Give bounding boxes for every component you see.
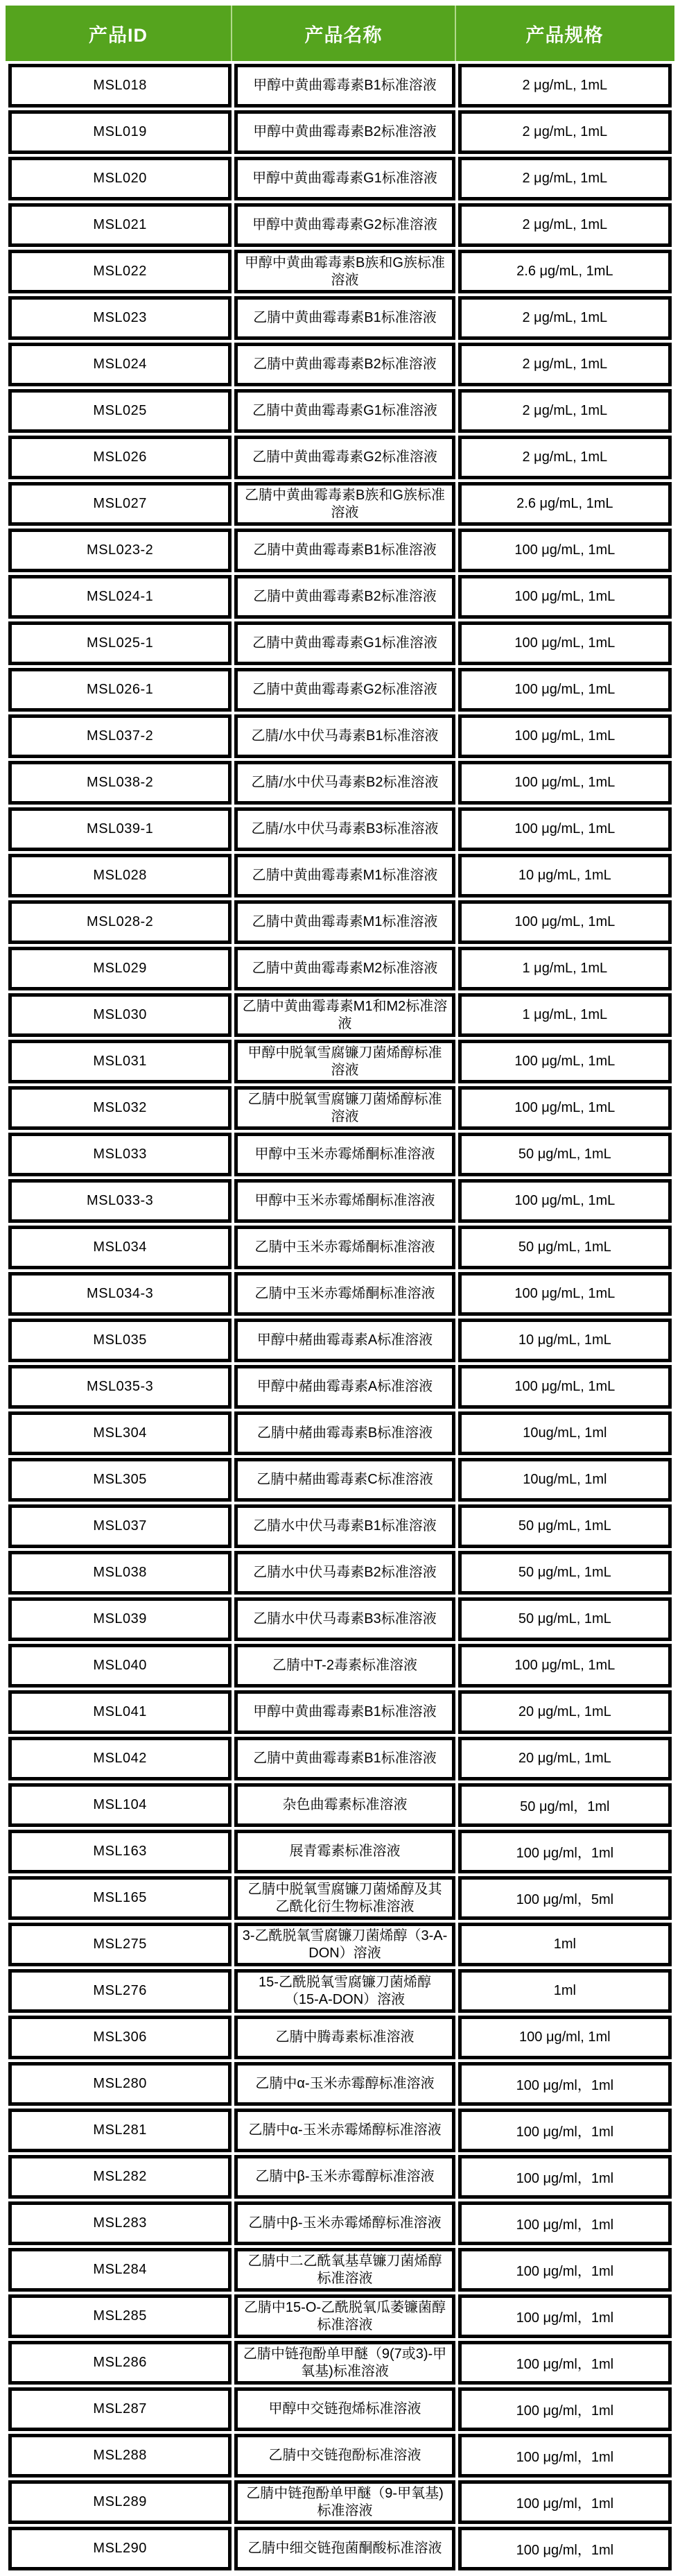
product-name-cell: 15-乙酰脱氧雪腐镰刀菌烯醇（15-A-DON）溶液: [234, 1969, 455, 2013]
table-row: [8, 1133, 672, 1176]
product-id-cell: MSL288: [8, 2434, 232, 2478]
product-name-cell: 甲醇中玉米赤霉烯酮标准溶液: [234, 1133, 455, 1176]
product-name-cell: 展青霉素标准溶液: [234, 1830, 455, 1873]
table-row: [8, 203, 672, 247]
product-spec-cell: 20 μg/mL, 1mL: [458, 1690, 672, 1734]
table-row: [8, 1040, 672, 1083]
product-id-cell: MSL028: [8, 854, 232, 898]
product-id-cell: MSL038-2: [8, 761, 232, 805]
product-spec-cell: 50 μg/ml，1ml: [458, 1783, 672, 1827]
product-spec-cell: 100 μg/ml，1ml: [458, 2062, 672, 2106]
product-id-cell: MSL023: [8, 296, 232, 340]
product-id-cell: MSL042: [8, 1737, 232, 1780]
product-spec-cell: 100 μg/mL, 1mL: [458, 1272, 672, 1316]
product-spec-cell: 100 μg/ml，1ml: [458, 2434, 672, 2478]
product-id-cell: MSL163: [8, 1830, 232, 1873]
product-spec-cell: 100 μg/mL, 1mL: [458, 1365, 672, 1409]
table-row: [8, 2480, 672, 2524]
product-spec-cell: 100 μg/mL, 1mL: [458, 1040, 672, 1083]
table-row: [8, 575, 672, 619]
product-spec-cell: 2 μg/mL, 1mL: [458, 157, 672, 200]
table-row: [8, 2201, 672, 2245]
product-spec-cell: 100 μg/ml，1ml: [458, 2527, 672, 2570]
product-spec-cell: 1 μg/mL, 1mL: [458, 947, 672, 990]
table-row: [8, 2109, 672, 2152]
product-name-cell: 乙腈水中伏马毒素B3标准溶液: [234, 1597, 455, 1641]
product-name-cell: 乙腈中黄曲霉毒素G2标准溶液: [234, 436, 455, 479]
product-name-cell: 乙腈/水中伏马毒素B1标准溶液: [234, 714, 455, 758]
product-spec-cell: 100 μg/ml，1ml: [458, 2109, 672, 2152]
table-row: [8, 110, 672, 154]
product-name-cell: 乙腈中脱氧雪腐镰刀菌烯醇标准溶液: [234, 1086, 455, 1130]
table-row: [8, 761, 672, 805]
product-id-cell: MSL032: [8, 1086, 232, 1130]
product-name-cell: 乙腈中黄曲霉毒素B1标准溶液: [234, 296, 455, 340]
product-name-cell: 乙腈中脱氧雪腐镰刀菌烯醇及其乙酰化衍生物标准溶液: [234, 1876, 455, 1920]
product-spec-cell: 100 μg/mL, 1mL: [458, 575, 672, 619]
product-id-cell: MSL039: [8, 1597, 232, 1641]
product-name-cell: 甲醇中交链孢烯标准溶液: [234, 2387, 455, 2431]
product-id-cell: MSL040: [8, 1644, 232, 1688]
product-name-cell: 乙腈中细交链孢菌酮酸标准溶液: [234, 2527, 455, 2570]
product-id-cell: MSL026-1: [8, 668, 232, 712]
product-id-cell: MSL033: [8, 1133, 232, 1176]
product-name-cell: 甲醇中黄曲霉毒素B族和G族标准溶液: [234, 250, 455, 293]
product-id-cell: MSL027: [8, 482, 232, 526]
product-table-body: [8, 64, 672, 2570]
product-spec-cell: 1ml: [458, 1923, 672, 1966]
product-name-cell: 乙腈中二乙酰氧基草镰刀菌烯醇标准溶液: [234, 2248, 455, 2292]
product-id-cell: MSL305: [8, 1458, 232, 1502]
product-id-cell: MSL034-3: [8, 1272, 232, 1316]
column-header-product-name: 产品名称: [232, 6, 456, 61]
product-spec-cell: 100 μg/mL, 1mL: [458, 621, 672, 665]
product-name-cell: 乙腈中α-玉米赤霉醇标准溶液: [234, 2062, 455, 2106]
product-name-cell: 甲醇中黄曲霉毒素B2标准溶液: [234, 110, 455, 154]
table-row: [8, 900, 672, 944]
product-name-cell: 乙腈中赭曲霉毒素C标准溶液: [234, 1458, 455, 1502]
table-row: [8, 1923, 672, 1966]
table-row: [8, 947, 672, 990]
product-name-cell: 甲醇中脱氧雪腐镰刀菌烯醇标准溶液: [234, 1040, 455, 1083]
product-id-cell: MSL020: [8, 157, 232, 200]
table-row: [8, 436, 672, 479]
product-id-cell: MSL038: [8, 1551, 232, 1595]
table-row: [8, 1830, 672, 1873]
product-name-cell: 乙腈中T-2毒素标准溶液: [234, 1644, 455, 1688]
product-id-cell: MSL034: [8, 1226, 232, 1269]
product-spec-cell: 100 μg/mL, 1mL: [458, 807, 672, 851]
product-name-cell: 乙腈中黄曲霉毒素M1标准溶液: [234, 854, 455, 898]
product-name-cell: 乙腈中黄曲霉毒素G1标准溶液: [234, 389, 455, 433]
product-name-cell: 甲醇中黄曲霉毒素G2标准溶液: [234, 203, 455, 247]
product-spec-cell: 10ug/mL, 1ml: [458, 1458, 672, 1502]
product-spec-cell: 50 μg/mL, 1mL: [458, 1597, 672, 1641]
product-id-cell: MSL286: [8, 2341, 232, 2385]
product-id-cell: MSL287: [8, 2387, 232, 2431]
product-name-cell: 乙腈中β-玉米赤霉醇标准溶液: [234, 2155, 455, 2199]
product-id-cell: MSL037-2: [8, 714, 232, 758]
product-spec-cell: 2 μg/mL, 1mL: [458, 110, 672, 154]
product-name-cell: 杂色曲霉素标准溶液: [234, 1783, 455, 1827]
product-id-cell: MSL035-3: [8, 1365, 232, 1409]
product-id-cell: MSL285: [8, 2294, 232, 2338]
product-spec-cell: 100 μg/ml，1ml: [458, 1830, 672, 1873]
table-row: [8, 1783, 672, 1827]
table-row: [8, 668, 672, 712]
product-id-cell: MSL104: [8, 1783, 232, 1827]
table-row: [8, 2341, 672, 2385]
product-id-cell: MSL028-2: [8, 900, 232, 944]
table-row: [8, 2062, 672, 2106]
table-row: [8, 1272, 672, 1316]
product-id-cell: MSL029: [8, 947, 232, 990]
table-row: [8, 250, 672, 293]
table-row: [8, 2248, 672, 2292]
table-row: [8, 1690, 672, 1734]
table-row: [8, 1504, 672, 1548]
table-row: [8, 2434, 672, 2478]
table-row: [8, 296, 672, 340]
table-row: [8, 1086, 672, 1130]
product-spec-cell: 100 μg/mL, 1mL: [458, 1086, 672, 1130]
product-id-cell: MSL025: [8, 389, 232, 433]
product-spec-cell: 50 μg/mL, 1mL: [458, 1551, 672, 1595]
table-row: [8, 2527, 672, 2570]
product-id-cell: MSL039-1: [8, 807, 232, 851]
product-id-cell: MSL041: [8, 1690, 232, 1734]
product-id-cell: MSL021: [8, 203, 232, 247]
product-id-cell: MSL283: [8, 2201, 232, 2245]
table-row: [8, 1319, 672, 1362]
product-spec-cell: 1 μg/mL, 1mL: [458, 993, 672, 1037]
table-row: [8, 2387, 672, 2431]
product-id-cell: MSL276: [8, 1969, 232, 2013]
product-id-cell: MSL289: [8, 2480, 232, 2524]
product-spec-cell: 10 μg/mL, 1mL: [458, 1319, 672, 1362]
table-row: [8, 157, 672, 200]
table-row: [8, 343, 672, 386]
product-spec-cell: 100 μg/ml，1ml: [458, 2248, 672, 2292]
table-row: [8, 1644, 672, 1688]
product-id-cell: MSL019: [8, 110, 232, 154]
product-spec-cell: 100 μg/mL, 1mL: [458, 1179, 672, 1223]
product-spec-cell: 100 μg/ml，1ml: [458, 2480, 672, 2524]
product-name-cell: 甲醇中赭曲霉毒素A标准溶液: [234, 1319, 455, 1362]
product-id-cell: MSL025-1: [8, 621, 232, 665]
table-row: [8, 1597, 672, 1641]
product-id-cell: MSL275: [8, 1923, 232, 1966]
product-spec-cell: 100 μg/mL, 1mL: [458, 529, 672, 572]
product-id-cell: MSL024: [8, 343, 232, 386]
product-id-cell: MSL026: [8, 436, 232, 479]
table-row: [8, 1365, 672, 1409]
table-row: [8, 1226, 672, 1269]
product-spec-cell: 20 μg/mL, 1mL: [458, 1737, 672, 1780]
product-spec-cell: 2.6 μg/mL, 1mL: [458, 250, 672, 293]
table-row: [8, 2294, 672, 2338]
column-header-product-id: 产品ID: [6, 6, 232, 61]
product-name-cell: 乙腈中β-玉米赤霉烯醇标准溶液: [234, 2201, 455, 2245]
product-spec-cell: 2 μg/mL, 1mL: [458, 64, 672, 108]
product-name-cell: 甲醇中玉米赤霉烯酮标准溶液: [234, 1179, 455, 1223]
table-row: [8, 1551, 672, 1595]
product-name-cell: 乙腈中玉米赤霉烯酮标准溶液: [234, 1272, 455, 1316]
product-id-cell: MSL023-2: [8, 529, 232, 572]
product-id-cell: MSL280: [8, 2062, 232, 2106]
product-name-cell: 乙腈中黄曲霉毒素M2标准溶液: [234, 947, 455, 990]
product-spec-cell: 50 μg/mL, 1mL: [458, 1504, 672, 1548]
product-spec-cell: 100 μg/ml，1ml: [458, 2341, 672, 2385]
product-spec-cell: 2 μg/mL, 1mL: [458, 343, 672, 386]
product-spec-cell: 100 μg/ml，1ml: [458, 2201, 672, 2245]
product-id-cell: MSL281: [8, 2109, 232, 2152]
product-spec-cell: 100 μg/mL, 1mL: [458, 668, 672, 712]
product-spec-cell: 100 μg/mL, 1mL: [458, 900, 672, 944]
column-header-product-spec: 产品规格: [525, 24, 604, 46]
product-name-cell: 乙腈中15-O-乙酰脱氧瓜萎镰菌醇标准溶液: [234, 2294, 455, 2338]
table-row: [8, 714, 672, 758]
product-name-cell: 乙腈中黄曲霉毒素B2标准溶液: [234, 575, 455, 619]
product-spec-cell: 100 μg/ml，1ml: [458, 2294, 672, 2338]
product-name-cell: 乙腈中交链孢酚标准溶液: [234, 2434, 455, 2478]
product-id-cell: MSL165: [8, 1876, 232, 1920]
table-row: [8, 621, 672, 665]
product-name-cell: 乙腈中玉米赤霉烯酮标准溶液: [234, 1226, 455, 1269]
product-name-cell: 乙腈中链孢酚单甲醚（9(7或3)-甲氧基)标准溶液: [234, 2341, 455, 2385]
product-name-cell: 甲醇中黄曲霉毒素B1标准溶液: [234, 64, 455, 108]
table-row: [8, 2016, 672, 2059]
product-name-cell: 乙腈中黄曲霉毒素B族和G族标准溶液: [234, 482, 455, 526]
table-row: [8, 1969, 672, 2013]
product-name-cell: 乙腈中黄曲霉毒素B1标准溶液: [234, 529, 455, 572]
product-id-cell: MSL284: [8, 2248, 232, 2292]
product-table: [6, 61, 674, 2573]
product-name-cell: 乙腈中黄曲霉毒素M1标准溶液: [234, 900, 455, 944]
product-id-cell: MSL037: [8, 1504, 232, 1548]
table-row: [8, 1179, 672, 1223]
product-spec-cell: 50 μg/mL, 1mL: [458, 1133, 672, 1176]
product-name-cell: 乙腈水中伏马毒素B2标准溶液: [234, 1551, 455, 1595]
product-name-cell: 甲醇中黄曲霉毒素G1标准溶液: [234, 157, 455, 200]
product-name-cell: 乙腈水中伏马毒素B1标准溶液: [234, 1504, 455, 1548]
table-row: [8, 389, 672, 433]
product-spec-cell: 10 μg/mL, 1mL: [458, 854, 672, 898]
table-row: [8, 1737, 672, 1780]
product-spec-cell: 2.6 μg/mL, 1mL: [458, 482, 672, 526]
table-row: [8, 1458, 672, 1502]
product-id-cell: MSL035: [8, 1319, 232, 1362]
product-name-cell: 乙腈/水中伏马毒素B2标准溶液: [234, 761, 455, 805]
product-name-cell: 乙腈中链孢酚单甲醚（9-甲氧基)标准溶液: [234, 2480, 455, 2524]
product-spec-cell: 10ug/mL, 1ml: [458, 1411, 672, 1455]
product-spec-cell: 100 μg/ml，1ml: [458, 2155, 672, 2199]
product-name-cell: 乙腈中黄曲霉毒素B1标准溶液: [234, 1737, 455, 1780]
product-spec-cell: 2 μg/mL, 1mL: [458, 296, 672, 340]
table-row: [8, 807, 672, 851]
product-id-cell: MSL022: [8, 250, 232, 293]
product-id-cell: MSL033-3: [8, 1179, 232, 1223]
table-header-row: [6, 6, 674, 61]
product-spec-cell: 100 μg/ml, 1ml: [458, 2016, 672, 2059]
table-row: [8, 529, 672, 572]
product-spec-cell: 100 μg/ml，1ml: [458, 2387, 672, 2431]
product-spec-cell: 1ml: [458, 1969, 672, 2013]
product-spec-cell: 100 μg/mL, 1mL: [458, 761, 672, 805]
product-name-cell: 乙腈中黄曲霉毒素B2标准溶液: [234, 343, 455, 386]
table-row: [8, 854, 672, 898]
product-spec-cell: 100 μg/mL, 1mL: [458, 1644, 672, 1688]
product-name-cell: 乙腈中α-玉米赤霉烯醇标准溶液: [234, 2109, 455, 2152]
product-name-cell: 乙腈中赭曲霉毒素B标准溶液: [234, 1411, 455, 1455]
product-spec-cell: 2 μg/mL, 1mL: [458, 389, 672, 433]
product-name-cell: 甲醇中黄曲霉毒素B1标准溶液: [234, 1690, 455, 1734]
product-spec-cell: 2 μg/mL, 1mL: [458, 436, 672, 479]
product-id-cell: MSL282: [8, 2155, 232, 2199]
product-spec-cell: 2 μg/mL, 1mL: [458, 203, 672, 247]
product-id-cell: MSL018: [8, 64, 232, 108]
table-row: [8, 482, 672, 526]
product-id-cell: MSL290: [8, 2527, 232, 2570]
product-spec-cell: 50 μg/mL, 1mL: [458, 1226, 672, 1269]
product-id-cell: MSL304: [8, 1411, 232, 1455]
product-id-cell: MSL024-1: [8, 575, 232, 619]
product-name-cell: 乙腈中腾毒素标准溶液: [234, 2016, 455, 2059]
product-spec-cell: 100 μg/mL, 1mL: [458, 714, 672, 758]
table-row: [8, 993, 672, 1037]
product-name-cell: 乙腈中黄曲霉毒素M1和M2标准溶液: [234, 993, 455, 1037]
product-id-cell: MSL030: [8, 993, 232, 1037]
product-name-cell: 甲醇中赭曲霉毒素A标准溶液: [234, 1365, 455, 1409]
table-row: [8, 64, 672, 108]
product-id-cell: MSL306: [8, 2016, 232, 2059]
table-row: [8, 1876, 672, 1920]
product-name-cell: 乙腈中黄曲霉毒素G1标准溶液: [234, 621, 455, 665]
product-id-cell: MSL031: [8, 1040, 232, 1083]
table-row: [8, 1411, 672, 1455]
product-spec-cell: 100 μg/ml，5ml: [458, 1876, 672, 1920]
product-name-cell: 乙腈中黄曲霉毒素G2标准溶液: [234, 668, 455, 712]
product-name-cell: 乙腈/水中伏马毒素B3标准溶液: [234, 807, 455, 851]
product-name-cell: 3-乙酰脱氧雪腐镰刀菌烯醇（3-A-DON）溶液: [234, 1923, 455, 1966]
table-row: [8, 2155, 672, 2199]
